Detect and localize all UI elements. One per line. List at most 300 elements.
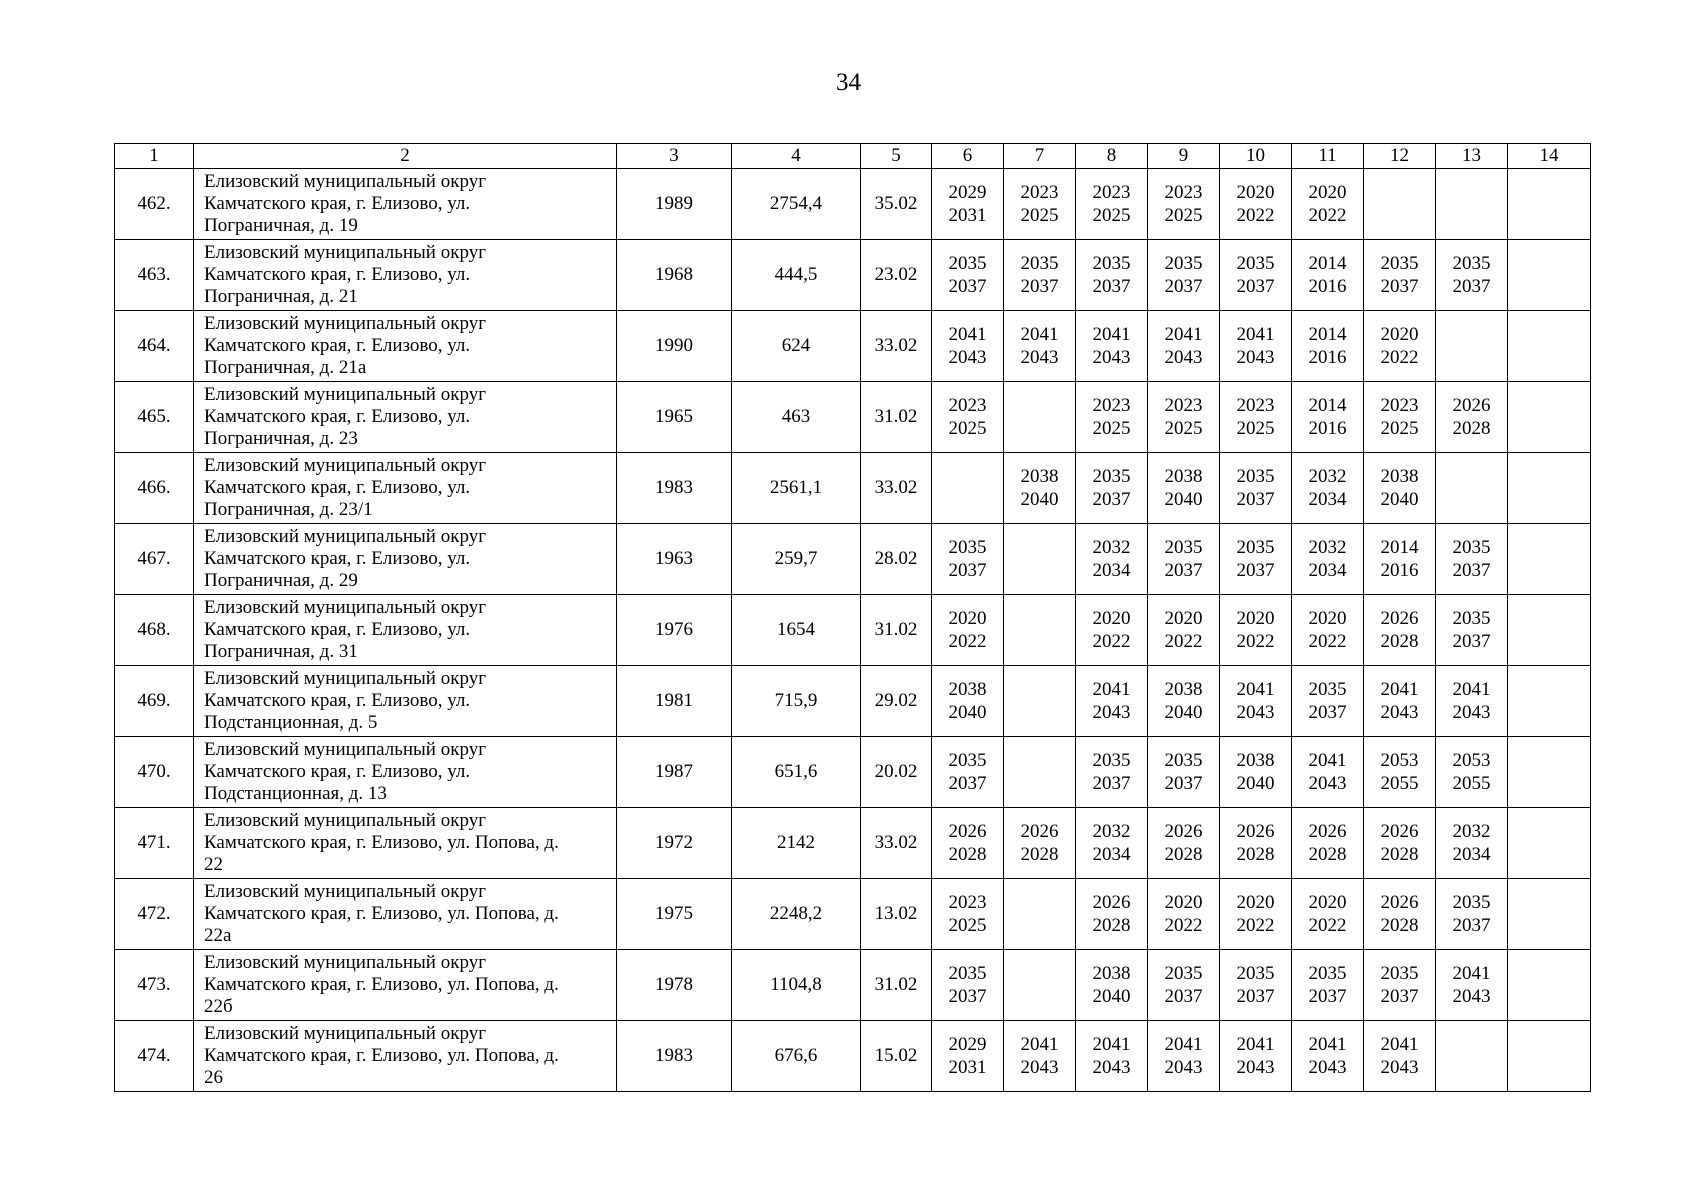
- period-end-year: 2016: [1380, 560, 1419, 581]
- period-cell-col-12: [1364, 240, 1436, 311]
- period-cell-col-8: [1076, 453, 1148, 524]
- period-cell-col-12: [1364, 524, 1436, 595]
- period-start-year: 2014: [1308, 324, 1347, 345]
- period-end-year: 2037: [1092, 276, 1131, 297]
- period-cell-col-14: [1508, 169, 1591, 240]
- period-end-year: 2043: [1308, 1057, 1347, 1078]
- column-header-5: 5: [861, 144, 932, 169]
- period-cell-col-7: [1004, 382, 1076, 453]
- period-end-year: 2043: [1092, 702, 1131, 723]
- period-start-year: 2023: [948, 892, 987, 913]
- table-row: [115, 169, 1591, 240]
- address-line: Камчатского края, г. Елизово, ул. Попова, д.: [204, 903, 559, 924]
- period-cell-col-11: [1292, 595, 1364, 666]
- period-cell-col-8: [1076, 240, 1148, 311]
- period-end-year: 2022: [1236, 915, 1275, 936]
- period-cell-col-11: [1292, 666, 1364, 737]
- table-row: [115, 240, 1591, 311]
- period-end-year: 2037: [1452, 915, 1491, 936]
- build-year: 1990: [617, 311, 732, 382]
- period-cell-col-9: [1148, 453, 1220, 524]
- period-start-year: 2035: [1020, 253, 1059, 274]
- address-line: Подстанционная, д. 5: [204, 712, 378, 733]
- address-cell: [194, 879, 617, 950]
- period-cell-col-12: [1364, 382, 1436, 453]
- address-line: Камчатского края, г. Елизово, ул.: [204, 406, 471, 427]
- code-cell: 31.02: [861, 950, 932, 1021]
- address-line: Елизовский муниципальный округ: [204, 668, 486, 689]
- period-end-year: 2037: [948, 773, 987, 794]
- period-cell-col-9: [1148, 666, 1220, 737]
- address-line: Пограничная, д. 31: [204, 641, 358, 662]
- column-header-7: 7: [1004, 144, 1076, 169]
- address-line: 22а: [204, 925, 232, 946]
- period-start-year: 2026: [1236, 821, 1275, 842]
- period-end-year: 2028: [1308, 844, 1347, 865]
- period-end-year: 2055: [1452, 773, 1491, 794]
- period-start-year: 2026: [1308, 821, 1347, 842]
- period-cell-col-9: [1148, 595, 1220, 666]
- period-end-year: 2028: [1380, 915, 1419, 936]
- period-end-year: 2040: [1164, 489, 1203, 510]
- address-line: Елизовский муниципальный округ: [204, 384, 486, 405]
- row-number: 473.: [115, 950, 194, 1021]
- period-cell-col-6: [932, 737, 1004, 808]
- period-end-year: 2028: [1452, 418, 1491, 439]
- code-cell: 35.02: [861, 169, 932, 240]
- period-cell-col-7: [1004, 453, 1076, 524]
- period-end-year: 2037: [1380, 276, 1419, 297]
- period-cell-col-13: [1436, 169, 1508, 240]
- period-cell-col-8: [1076, 524, 1148, 595]
- period-cell-col-14: [1508, 311, 1591, 382]
- period-cell-col-10: [1220, 524, 1292, 595]
- period-start-year: 2041: [1236, 324, 1275, 345]
- period-end-year: 2028: [1236, 844, 1275, 865]
- period-end-year: 2037: [1236, 560, 1275, 581]
- period-cell-col-12: [1364, 808, 1436, 879]
- period-cell-col-9: [1148, 1021, 1220, 1092]
- address-line: 22б: [204, 996, 233, 1017]
- period-cell-col-13: [1436, 524, 1508, 595]
- period-cell-col-8: [1076, 808, 1148, 879]
- period-end-year: 2028: [948, 844, 987, 865]
- period-start-year: 2035: [1380, 963, 1419, 984]
- period-end-year: 2043: [1452, 702, 1491, 723]
- period-cell-col-9: [1148, 879, 1220, 950]
- build-year: 1978: [617, 950, 732, 1021]
- period-cell-col-13: [1436, 666, 1508, 737]
- period-end-year: 2040: [948, 702, 987, 723]
- period-end-year: 2040: [1092, 986, 1131, 1007]
- period-cell-col-6: [932, 524, 1004, 595]
- period-cell-col-13: [1436, 950, 1508, 1021]
- period-start-year: 2041: [948, 324, 987, 345]
- period-end-year: 2037: [1164, 276, 1203, 297]
- period-start-year: 2026: [1380, 821, 1419, 842]
- period-start-year: 2038: [1164, 679, 1203, 700]
- period-cell-col-6: [932, 950, 1004, 1021]
- address-line: Камчатского края, г. Елизово, ул.: [204, 335, 471, 356]
- period-cell-col-10: [1220, 808, 1292, 879]
- total-area: 1104,8: [732, 950, 861, 1021]
- period-cell-col-8: [1076, 382, 1148, 453]
- period-start-year: 2023: [948, 395, 987, 416]
- period-cell-col-14: [1508, 879, 1591, 950]
- period-end-year: 2037: [1092, 773, 1131, 794]
- period-cell-col-12: [1364, 453, 1436, 524]
- period-end-year: 2034: [1452, 844, 1491, 865]
- column-header-1: 1: [115, 144, 194, 169]
- address-cell: [194, 169, 617, 240]
- address-line: Камчатского края, г. Елизово, ул.: [204, 619, 471, 640]
- period-start-year: 2041: [1020, 1034, 1059, 1055]
- period-cell-col-10: [1220, 666, 1292, 737]
- period-start-year: 2038: [1020, 466, 1059, 487]
- period-start-year: 2035: [1308, 679, 1347, 700]
- period-start-year: 2020: [1236, 608, 1275, 629]
- period-start-year: 2026: [1020, 821, 1059, 842]
- period-start-year: 2035: [1092, 750, 1131, 771]
- column-header-13: 13: [1436, 144, 1508, 169]
- period-start-year: 2023: [1164, 395, 1203, 416]
- code-cell: 31.02: [861, 382, 932, 453]
- table-row: [115, 311, 1591, 382]
- period-start-year: 2020: [1164, 892, 1203, 913]
- period-start-year: 2035: [1164, 537, 1203, 558]
- address-line: Елизовский муниципальный округ: [204, 597, 486, 618]
- row-number: 469.: [115, 666, 194, 737]
- address-line: Пограничная, д. 19: [204, 215, 358, 236]
- period-cell-col-12: [1364, 879, 1436, 950]
- period-start-year: 2023: [1164, 182, 1203, 203]
- address-line: Камчатского края, г. Елизово, ул.: [204, 477, 471, 498]
- period-cell-col-13: [1436, 879, 1508, 950]
- period-end-year: 2037: [1164, 986, 1203, 1007]
- address-line: Камчатского края, г. Елизово, ул.: [204, 548, 471, 569]
- period-start-year: 2020: [1236, 892, 1275, 913]
- period-end-year: 2037: [1236, 489, 1275, 510]
- period-end-year: 2028: [1020, 844, 1059, 865]
- period-cell-col-13: [1436, 595, 1508, 666]
- period-cell-col-14: [1508, 595, 1591, 666]
- period-cell-col-7: [1004, 169, 1076, 240]
- period-start-year: 2038: [1164, 466, 1203, 487]
- period-cell-col-14: [1508, 808, 1591, 879]
- address-line: Камчатского края, г. Елизово, ул.: [204, 690, 471, 711]
- period-cell-col-10: [1220, 950, 1292, 1021]
- period-cell-col-8: [1076, 950, 1148, 1021]
- period-start-year: 2035: [1164, 750, 1203, 771]
- address-line: Пограничная, д. 21: [204, 286, 358, 307]
- period-cell-col-10: [1220, 737, 1292, 808]
- period-start-year: 2032: [1308, 466, 1347, 487]
- address-line: Пограничная, д. 21а: [204, 357, 367, 378]
- period-end-year: 2037: [1164, 773, 1203, 794]
- code-cell: 13.02: [861, 879, 932, 950]
- period-end-year: 2031: [948, 205, 987, 226]
- period-end-year: 2022: [1164, 631, 1203, 652]
- period-end-year: 2034: [1308, 560, 1347, 581]
- period-end-year: 2043: [1092, 1057, 1131, 1078]
- period-end-year: 2037: [1308, 702, 1347, 723]
- period-start-year: 2053: [1452, 750, 1491, 771]
- period-start-year: 2020: [1236, 182, 1275, 203]
- build-year: 1968: [617, 240, 732, 311]
- period-start-year: 2029: [948, 1034, 987, 1055]
- period-cell-col-7: [1004, 1021, 1076, 1092]
- period-start-year: 2041: [1380, 1034, 1419, 1055]
- column-header-8: 8: [1076, 144, 1148, 169]
- period-end-year: 2040: [1020, 489, 1059, 510]
- period-cell-col-11: [1292, 453, 1364, 524]
- row-number: 464.: [115, 311, 194, 382]
- period-end-year: 2037: [1452, 276, 1491, 297]
- address-line: Подстанционная, д. 13: [204, 783, 387, 804]
- period-cell-col-13: [1436, 382, 1508, 453]
- period-start-year: 2041: [1236, 679, 1275, 700]
- period-end-year: 2028: [1380, 631, 1419, 652]
- period-cell-col-12: [1364, 737, 1436, 808]
- address-cell: [194, 666, 617, 737]
- address-line: Елизовский муниципальный округ: [204, 526, 486, 547]
- code-cell: 33.02: [861, 808, 932, 879]
- period-cell-col-14: [1508, 950, 1591, 1021]
- period-cell-col-10: [1220, 169, 1292, 240]
- period-cell-col-10: [1220, 595, 1292, 666]
- code-cell: 29.02: [861, 666, 932, 737]
- period-end-year: 2022: [1308, 631, 1347, 652]
- register-table: [114, 143, 1591, 1092]
- period-start-year: 2023: [1092, 395, 1131, 416]
- period-cell-col-8: [1076, 666, 1148, 737]
- period-start-year: 2023: [1236, 395, 1275, 416]
- period-end-year: 2037: [1092, 489, 1131, 510]
- address-cell: [194, 524, 617, 595]
- period-cell-col-8: [1076, 169, 1148, 240]
- period-cell-col-6: [932, 240, 1004, 311]
- total-area: 463: [732, 382, 861, 453]
- period-cell-col-10: [1220, 311, 1292, 382]
- row-number: 471.: [115, 808, 194, 879]
- period-cell-col-7: [1004, 595, 1076, 666]
- period-end-year: 2043: [948, 347, 987, 368]
- period-end-year: 2022: [1164, 915, 1203, 936]
- column-header-12: 12: [1364, 144, 1436, 169]
- column-header-10: 10: [1220, 144, 1292, 169]
- code-cell: 15.02: [861, 1021, 932, 1092]
- build-year: 1972: [617, 808, 732, 879]
- period-start-year: 2035: [1164, 963, 1203, 984]
- period-start-year: 2026: [948, 821, 987, 842]
- period-cell-col-10: [1220, 1021, 1292, 1092]
- period-start-year: 2020: [1380, 324, 1419, 345]
- address-line: Камчатского края, г. Елизово, ул. Попова, д.: [204, 1045, 559, 1066]
- row-number: 472.: [115, 879, 194, 950]
- period-start-year: 2035: [948, 750, 987, 771]
- period-cell-col-8: [1076, 595, 1148, 666]
- period-end-year: 2037: [948, 560, 987, 581]
- period-start-year: 2038: [1236, 750, 1275, 771]
- period-start-year: 2032: [1308, 537, 1347, 558]
- period-cell-col-6: [932, 311, 1004, 382]
- code-cell: 28.02: [861, 524, 932, 595]
- address-line: Камчатского края, г. Елизово, ул.: [204, 761, 471, 782]
- total-area: 651,6: [732, 737, 861, 808]
- period-start-year: 2032: [1092, 821, 1131, 842]
- address-line: Елизовский муниципальный округ: [204, 171, 486, 192]
- period-cell-col-8: [1076, 879, 1148, 950]
- period-end-year: 2037: [1236, 986, 1275, 1007]
- period-cell-col-9: [1148, 382, 1220, 453]
- period-end-year: 2028: [1164, 844, 1203, 865]
- period-cell-col-7: [1004, 524, 1076, 595]
- row-number: 467.: [115, 524, 194, 595]
- address-cell: [194, 950, 617, 1021]
- period-start-year: 2035: [1452, 253, 1491, 274]
- column-header-row: [115, 144, 1591, 169]
- address-line: Елизовский муниципальный округ: [204, 739, 486, 760]
- period-cell-col-13: [1436, 240, 1508, 311]
- table-row: [115, 666, 1591, 737]
- period-start-year: 2014: [1380, 537, 1419, 558]
- build-year: 1983: [617, 1021, 732, 1092]
- period-cell-col-9: [1148, 737, 1220, 808]
- period-end-year: 2025: [948, 418, 987, 439]
- period-start-year: 2035: [948, 537, 987, 558]
- period-end-year: 2037: [948, 986, 987, 1007]
- period-cell-col-11: [1292, 524, 1364, 595]
- column-header-4: 4: [732, 144, 861, 169]
- period-start-year: 2041: [1164, 1034, 1203, 1055]
- period-cell-col-11: [1292, 950, 1364, 1021]
- period-end-year: 2040: [1236, 773, 1275, 794]
- period-end-year: 2043: [1092, 347, 1131, 368]
- period-cell-col-11: [1292, 240, 1364, 311]
- row-number: 468.: [115, 595, 194, 666]
- address-line: Елизовский муниципальный округ: [204, 952, 486, 973]
- period-cell-col-14: [1508, 737, 1591, 808]
- column-header-2: 2: [194, 144, 617, 169]
- row-number: 470.: [115, 737, 194, 808]
- table-row: [115, 524, 1591, 595]
- period-end-year: 2043: [1380, 1057, 1419, 1078]
- address-cell: [194, 311, 617, 382]
- period-start-year: 2035: [1452, 892, 1491, 913]
- build-year: 1989: [617, 169, 732, 240]
- period-cell-col-13: [1436, 311, 1508, 382]
- period-start-year: 2041: [1308, 750, 1347, 771]
- period-start-year: 2035: [1164, 253, 1203, 274]
- period-end-year: 2025: [1020, 205, 1059, 226]
- period-cell-col-13: [1436, 737, 1508, 808]
- period-cell-col-6: [932, 879, 1004, 950]
- period-end-year: 2025: [1236, 418, 1275, 439]
- period-cell-col-9: [1148, 808, 1220, 879]
- period-cell-col-6: [932, 595, 1004, 666]
- total-area: 2754,4: [732, 169, 861, 240]
- period-cell-col-6: [932, 453, 1004, 524]
- period-start-year: 2035: [1236, 466, 1275, 487]
- period-cell-col-12: [1364, 169, 1436, 240]
- address-cell: [194, 382, 617, 453]
- table-body: [115, 144, 1591, 1092]
- period-cell-col-13: [1436, 808, 1508, 879]
- address-line: Камчатского края, г. Елизово, ул.: [204, 193, 471, 214]
- period-end-year: 2043: [1308, 773, 1347, 794]
- period-end-year: 2037: [1380, 986, 1419, 1007]
- period-cell-col-7: [1004, 311, 1076, 382]
- period-end-year: 2025: [1164, 418, 1203, 439]
- period-end-year: 2034: [1092, 844, 1131, 865]
- address-line: Пограничная, д. 29: [204, 570, 358, 591]
- period-end-year: 2043: [1164, 347, 1203, 368]
- period-cell-col-7: [1004, 737, 1076, 808]
- period-end-year: 2022: [1236, 631, 1275, 652]
- period-end-year: 2025: [1092, 205, 1131, 226]
- address-cell: [194, 595, 617, 666]
- table-row: [115, 808, 1591, 879]
- period-cell-col-14: [1508, 666, 1591, 737]
- table-row: [115, 1021, 1591, 1092]
- period-cell-col-14: [1508, 240, 1591, 311]
- period-end-year: 2022: [1308, 205, 1347, 226]
- period-start-year: 2035: [1092, 253, 1131, 274]
- code-cell: 33.02: [861, 453, 932, 524]
- build-year: 1981: [617, 666, 732, 737]
- period-cell-col-11: [1292, 808, 1364, 879]
- period-start-year: 2026: [1380, 892, 1419, 913]
- address-line: 26: [204, 1067, 223, 1088]
- table-row: [115, 950, 1591, 1021]
- period-cell-col-10: [1220, 879, 1292, 950]
- period-start-year: 2014: [1308, 395, 1347, 416]
- table-row: [115, 382, 1591, 453]
- period-start-year: 2038: [1092, 963, 1131, 984]
- period-start-year: 2041: [1092, 679, 1131, 700]
- period-cell-col-7: [1004, 666, 1076, 737]
- period-start-year: 2041: [1164, 324, 1203, 345]
- period-end-year: 2037: [1452, 631, 1491, 652]
- row-number: 474.: [115, 1021, 194, 1092]
- period-start-year: 2053: [1380, 750, 1419, 771]
- period-start-year: 2035: [1380, 253, 1419, 274]
- address-cell: [194, 1021, 617, 1092]
- period-cell-col-14: [1508, 1021, 1591, 1092]
- period-cell-col-12: [1364, 666, 1436, 737]
- period-start-year: 2020: [1308, 892, 1347, 913]
- period-cell-col-6: [932, 808, 1004, 879]
- period-cell-col-14: [1508, 453, 1591, 524]
- period-start-year: 2020: [1164, 608, 1203, 629]
- period-end-year: 2043: [1236, 1057, 1275, 1078]
- total-area: 444,5: [732, 240, 861, 311]
- period-end-year: 2043: [1020, 347, 1059, 368]
- code-cell: 33.02: [861, 311, 932, 382]
- address-line: Камчатского края, г. Елизово, ул. Попова, д.: [204, 832, 559, 853]
- address-line: 22: [204, 854, 223, 875]
- code-cell: 23.02: [861, 240, 932, 311]
- period-start-year: 2041: [1308, 1034, 1347, 1055]
- period-end-year: 2025: [1164, 205, 1203, 226]
- period-cell-col-12: [1364, 595, 1436, 666]
- period-end-year: 2022: [1380, 347, 1419, 368]
- period-start-year: 2041: [1092, 1034, 1131, 1055]
- period-start-year: 2032: [1452, 821, 1491, 842]
- period-cell-col-9: [1148, 950, 1220, 1021]
- period-end-year: 2025: [1092, 418, 1131, 439]
- period-cell-col-8: [1076, 737, 1148, 808]
